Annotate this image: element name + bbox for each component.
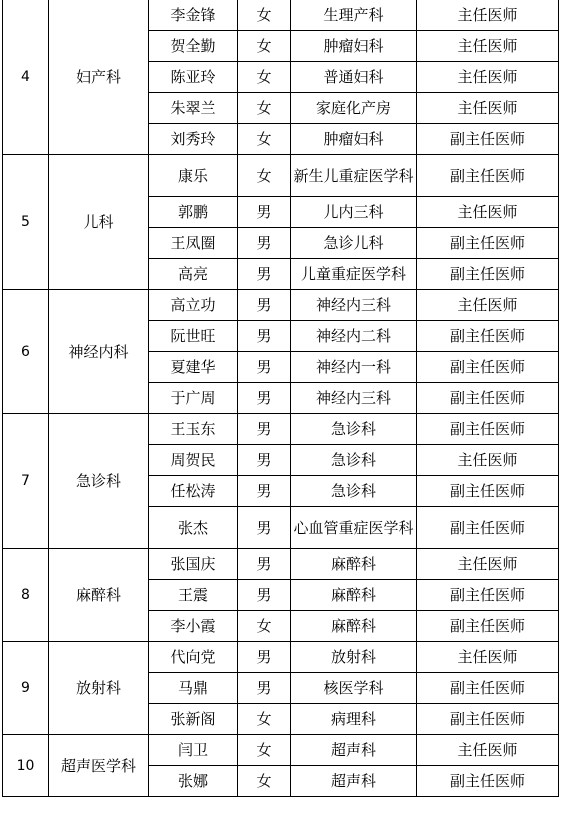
group-number-cell: 8 <box>3 549 49 642</box>
doctor-name-cell: 夏建华 <box>149 352 238 383</box>
doctor-table <box>2 0 559 797</box>
table-row <box>3 290 559 321</box>
specialty-cell: 心血管重症医学科 <box>291 507 417 549</box>
specialty-cell: 急诊儿科 <box>291 228 417 259</box>
gender-cell: 男 <box>238 290 291 321</box>
title-cell: 主任医师 <box>417 290 559 321</box>
specialty-cell: 超声科 <box>291 735 417 766</box>
doctor-name-cell: 高立功 <box>149 290 238 321</box>
doctor-name-cell: 高亮 <box>149 259 238 290</box>
title-cell: 副主任医师 <box>417 414 559 445</box>
table-row <box>3 549 559 580</box>
doctor-name-cell: 马鼎 <box>149 673 238 704</box>
doctor-name-cell: 于广周 <box>149 383 238 414</box>
doctor-name-cell: 阮世旺 <box>149 321 238 352</box>
table-row <box>3 0 559 31</box>
doctor-name-cell: 郭鹏 <box>149 197 238 228</box>
title-cell: 副主任医师 <box>417 611 559 642</box>
title-cell: 主任医师 <box>417 0 559 31</box>
title-cell: 副主任医师 <box>417 228 559 259</box>
doctor-name-cell: 刘秀玲 <box>149 124 238 155</box>
title-cell: 副主任医师 <box>417 124 559 155</box>
specialty-cell: 麻醉科 <box>291 611 417 642</box>
title-cell: 主任医师 <box>417 445 559 476</box>
title-cell: 副主任医师 <box>417 704 559 735</box>
specialty-cell: 肿瘤妇科 <box>291 31 417 62</box>
table-row <box>3 414 559 445</box>
group-number-cell: 6 <box>3 290 49 414</box>
specialty-cell: 儿童重症医学科 <box>291 259 417 290</box>
doctor-name-cell: 周贺民 <box>149 445 238 476</box>
gender-cell: 女 <box>238 735 291 766</box>
title-cell: 副主任医师 <box>417 155 559 197</box>
gender-cell: 男 <box>238 383 291 414</box>
department-cell: 麻醉科 <box>49 549 149 642</box>
doctor-name-cell: 朱翠兰 <box>149 93 238 124</box>
title-cell: 主任医师 <box>417 735 559 766</box>
specialty-cell: 急诊科 <box>291 414 417 445</box>
group-number-cell: 10 <box>3 735 49 797</box>
specialty-cell: 家庭化产房 <box>291 93 417 124</box>
title-cell: 副主任医师 <box>417 507 559 549</box>
department-cell: 急诊科 <box>49 414 149 549</box>
specialty-cell: 肿瘤妇科 <box>291 124 417 155</box>
gender-cell: 男 <box>238 352 291 383</box>
specialty-cell: 核医学科 <box>291 673 417 704</box>
gender-cell: 男 <box>238 549 291 580</box>
gender-cell: 男 <box>238 414 291 445</box>
table-row <box>3 735 559 766</box>
title-cell: 副主任医师 <box>417 673 559 704</box>
doctor-name-cell: 王玉东 <box>149 414 238 445</box>
specialty-cell: 神经内一科 <box>291 352 417 383</box>
gender-cell: 女 <box>238 704 291 735</box>
title-cell: 主任医师 <box>417 31 559 62</box>
gender-cell: 女 <box>238 62 291 93</box>
title-cell: 主任医师 <box>417 642 559 673</box>
doctor-name-cell: 张娜 <box>149 766 238 797</box>
specialty-cell: 急诊科 <box>291 445 417 476</box>
specialty-cell: 神经内二科 <box>291 321 417 352</box>
doctor-name-cell: 张杰 <box>149 507 238 549</box>
department-cell: 妇产科 <box>49 0 149 155</box>
gender-cell: 女 <box>238 0 291 31</box>
gender-cell: 女 <box>238 124 291 155</box>
specialty-cell: 麻醉科 <box>291 580 417 611</box>
doctor-name-cell: 王震 <box>149 580 238 611</box>
title-cell: 副主任医师 <box>417 321 559 352</box>
gender-cell: 男 <box>238 580 291 611</box>
gender-cell: 男 <box>238 197 291 228</box>
doctor-name-cell: 贺全勤 <box>149 31 238 62</box>
table-row <box>3 642 559 673</box>
group-number-cell: 5 <box>3 155 49 290</box>
title-cell: 主任医师 <box>417 549 559 580</box>
gender-cell: 男 <box>238 228 291 259</box>
doctor-name-cell: 李小霞 <box>149 611 238 642</box>
specialty-cell: 普通妇科 <box>291 62 417 93</box>
doctor-name-cell: 张国庆 <box>149 549 238 580</box>
specialty-cell: 新生儿重症医学科 <box>291 155 417 197</box>
specialty-cell: 放射科 <box>291 642 417 673</box>
title-cell: 副主任医师 <box>417 580 559 611</box>
gender-cell: 女 <box>238 93 291 124</box>
specialty-cell: 神经内三科 <box>291 383 417 414</box>
specialty-cell: 生理产科 <box>291 0 417 31</box>
gender-cell: 男 <box>238 507 291 549</box>
gender-cell: 女 <box>238 31 291 62</box>
doctor-name-cell: 陈亚玲 <box>149 62 238 93</box>
title-cell: 副主任医师 <box>417 259 559 290</box>
gender-cell: 男 <box>238 476 291 507</box>
gender-cell: 女 <box>238 611 291 642</box>
gender-cell: 女 <box>238 155 291 197</box>
doctor-name-cell: 代向党 <box>149 642 238 673</box>
specialty-cell: 神经内三科 <box>291 290 417 321</box>
doctor-name-cell: 李金锋 <box>149 0 238 31</box>
specialty-cell: 儿内三科 <box>291 197 417 228</box>
gender-cell: 女 <box>238 766 291 797</box>
gender-cell: 男 <box>238 642 291 673</box>
doctor-table-body <box>3 0 559 797</box>
doctor-name-cell: 王凤圈 <box>149 228 238 259</box>
title-cell: 副主任医师 <box>417 383 559 414</box>
department-cell: 超声医学科 <box>49 735 149 797</box>
title-cell: 主任医师 <box>417 62 559 93</box>
doctor-name-cell: 闫卫 <box>149 735 238 766</box>
title-cell: 副主任医师 <box>417 352 559 383</box>
title-cell: 副主任医师 <box>417 766 559 797</box>
group-number-cell: 7 <box>3 414 49 549</box>
table-row <box>3 155 559 197</box>
gender-cell: 男 <box>238 445 291 476</box>
doctor-name-cell: 任松涛 <box>149 476 238 507</box>
group-number-cell: 9 <box>3 642 49 735</box>
doctor-name-cell: 康乐 <box>149 155 238 197</box>
doctor-name-cell: 张新阁 <box>149 704 238 735</box>
title-cell: 主任医师 <box>417 197 559 228</box>
specialty-cell: 超声科 <box>291 766 417 797</box>
specialty-cell: 麻醉科 <box>291 549 417 580</box>
title-cell: 主任医师 <box>417 93 559 124</box>
department-cell: 放射科 <box>49 642 149 735</box>
gender-cell: 男 <box>238 259 291 290</box>
specialty-cell: 病理科 <box>291 704 417 735</box>
specialty-cell: 急诊科 <box>291 476 417 507</box>
department-cell: 神经内科 <box>49 290 149 414</box>
title-cell: 副主任医师 <box>417 476 559 507</box>
department-cell: 儿科 <box>49 155 149 290</box>
group-number-cell: 4 <box>3 0 49 155</box>
gender-cell: 男 <box>238 673 291 704</box>
gender-cell: 男 <box>238 321 291 352</box>
